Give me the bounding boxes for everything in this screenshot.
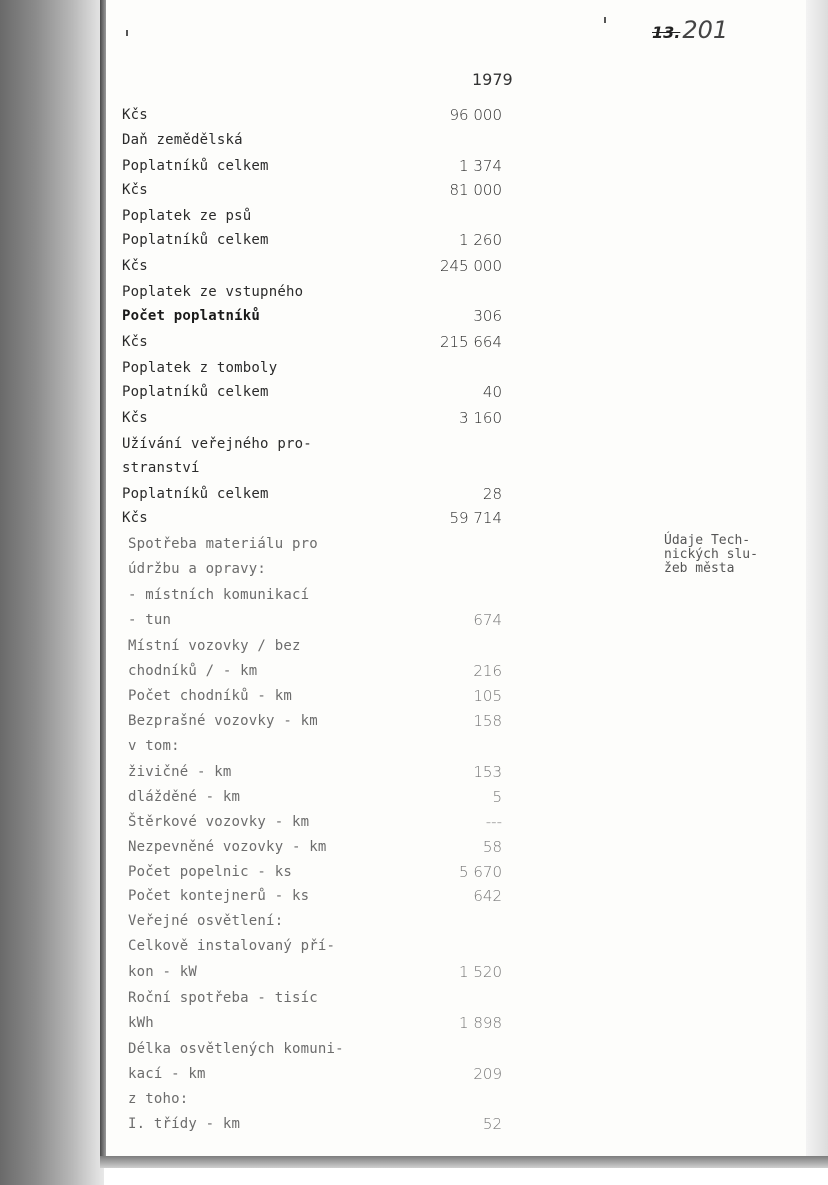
row-label: živičné - km: [128, 764, 232, 780]
row-value: 642: [473, 887, 502, 905]
row-value: 209: [473, 1065, 502, 1083]
table-row: [122, 154, 502, 179]
table-row: [122, 432, 502, 457]
row-label: Počet poplatníků: [122, 308, 261, 324]
table-row: [128, 734, 508, 759]
table-row: [128, 684, 508, 709]
row-value: 28: [482, 485, 502, 503]
row-label: Nezpevněné vozovky - km: [128, 839, 327, 855]
row-label: Roční spotřeba - tisíc: [128, 990, 318, 1006]
table-row: [122, 380, 502, 405]
row-value: 1 260: [459, 231, 502, 249]
table-row: [128, 1037, 508, 1062]
row-value: 5 670: [459, 863, 502, 881]
page-number-handwritten: 201: [682, 16, 729, 44]
table-row: [122, 456, 502, 481]
row-label: dlážděné - km: [128, 789, 241, 805]
table-row: [128, 934, 508, 959]
table-row: [122, 406, 502, 431]
row-label: kací - km: [128, 1066, 206, 1082]
table-row: [128, 986, 508, 1011]
scan-shadow-left: [0, 0, 104, 1185]
row-label: Kčs: [122, 510, 148, 526]
row-value: 96 000: [449, 106, 502, 124]
table-row: [122, 280, 502, 305]
row-label: Poplatek ze psů: [122, 208, 252, 224]
table-row: [128, 634, 508, 659]
table-row: [122, 356, 502, 381]
row-label: stranství: [122, 460, 200, 476]
table-row: [122, 103, 502, 128]
table-row: [122, 330, 502, 355]
row-label: Poplatek z tomboly: [122, 360, 278, 376]
year-header: 1979: [472, 70, 513, 89]
row-value: 40: [482, 383, 502, 401]
row-value: 216: [473, 662, 502, 680]
table-row: [128, 583, 508, 608]
row-label: Poplatníků celkem: [122, 486, 269, 502]
scan-speck: [604, 17, 606, 23]
row-label: Kčs: [122, 258, 148, 274]
row-value: 58: [482, 838, 502, 856]
row-label: Délka osvětlených komuni-: [128, 1041, 344, 1057]
row-value: 59 714: [449, 509, 502, 527]
row-value: 158: [473, 712, 502, 730]
row-value: 5: [492, 788, 502, 806]
table-row: [128, 884, 508, 909]
scan-shadow-right: [806, 0, 828, 1158]
table-row: [122, 228, 502, 253]
table-row: [128, 1011, 508, 1036]
row-label: Kčs: [122, 410, 148, 426]
table-row: [128, 608, 508, 633]
table-row: [128, 860, 508, 885]
row-value: 1 374: [459, 157, 502, 175]
row-value: 674: [473, 611, 502, 629]
row-value: 215 664: [439, 333, 502, 351]
row-label: Štěrkové vozovky - km: [128, 814, 310, 830]
table-row: [128, 909, 508, 934]
row-label: Místní vozovky / bez: [128, 638, 301, 654]
row-label: - místních komunikací: [128, 587, 310, 603]
table-row: [128, 785, 508, 810]
row-label: Poplatníků celkem: [122, 384, 269, 400]
scan-shadow-bottom: [100, 1156, 828, 1168]
row-label: Poplatek ze vstupného: [122, 284, 304, 300]
row-label: Celkově instalovaný pří-: [128, 938, 336, 954]
row-value: 105: [473, 687, 502, 705]
row-label: Počet kontejnerů - ks: [128, 888, 310, 904]
table-row: [128, 810, 508, 835]
table-row: [122, 482, 502, 507]
table-row: [122, 178, 502, 203]
table-row: [122, 506, 502, 531]
row-label: chodníků / - km: [128, 663, 258, 679]
row-label: Užívání veřejného pro-: [122, 436, 312, 452]
scan-speck: [126, 30, 128, 36]
row-label: - tun: [128, 612, 172, 628]
row-value: ---: [485, 813, 502, 831]
row-label: údržbu a opravy:: [128, 561, 267, 577]
row-label: Spotřeba materiálu pro: [128, 536, 318, 552]
row-label: Počet chodníků - km: [128, 688, 292, 704]
side-note: Údaje Tech- nických slu- žeb města: [664, 533, 758, 576]
row-label: Bezprašné vozovky - km: [128, 713, 318, 729]
table-row: [128, 835, 508, 860]
row-label: Kčs: [122, 334, 148, 350]
row-label: Počet popelnic - ks: [128, 864, 292, 880]
table-row: [122, 304, 502, 329]
row-label: Veřejné osvětlení:: [128, 913, 284, 929]
table-row: [128, 1062, 508, 1087]
row-value: 153: [473, 763, 502, 781]
row-label: Kčs: [122, 107, 148, 123]
table-row: [128, 709, 508, 734]
page-number: [652, 16, 728, 44]
row-label: I. třídy - km: [128, 1116, 241, 1132]
table-row: [122, 204, 502, 229]
row-label: v tom:: [128, 738, 180, 754]
table-row: [128, 659, 508, 684]
row-label: kon - kW: [128, 964, 198, 980]
table-row: [128, 960, 508, 985]
table-row: [128, 1087, 508, 1112]
table-row: [128, 532, 508, 557]
row-label: Poplatníků celkem: [122, 158, 269, 174]
row-value: 245 000: [439, 257, 502, 275]
row-label: z toho:: [128, 1091, 189, 1107]
page-number-stamp: 13.: [652, 23, 681, 42]
row-value: 306: [473, 307, 502, 325]
table-row: [128, 1112, 508, 1137]
row-value: 81 000: [449, 181, 502, 199]
table-row: [122, 254, 502, 279]
row-value: 1 520: [459, 963, 502, 981]
row-value: 1 898: [459, 1014, 502, 1032]
row-value: 3 160: [459, 409, 502, 427]
row-label: Kčs: [122, 182, 148, 198]
table-row: [128, 557, 508, 582]
table-row: [122, 128, 502, 153]
row-label: Poplatníků celkem: [122, 232, 269, 248]
row-value: 52: [482, 1115, 502, 1133]
table-row: [128, 760, 508, 785]
row-label: kWh: [128, 1015, 154, 1031]
row-label: Daň zemědělská: [122, 132, 243, 148]
